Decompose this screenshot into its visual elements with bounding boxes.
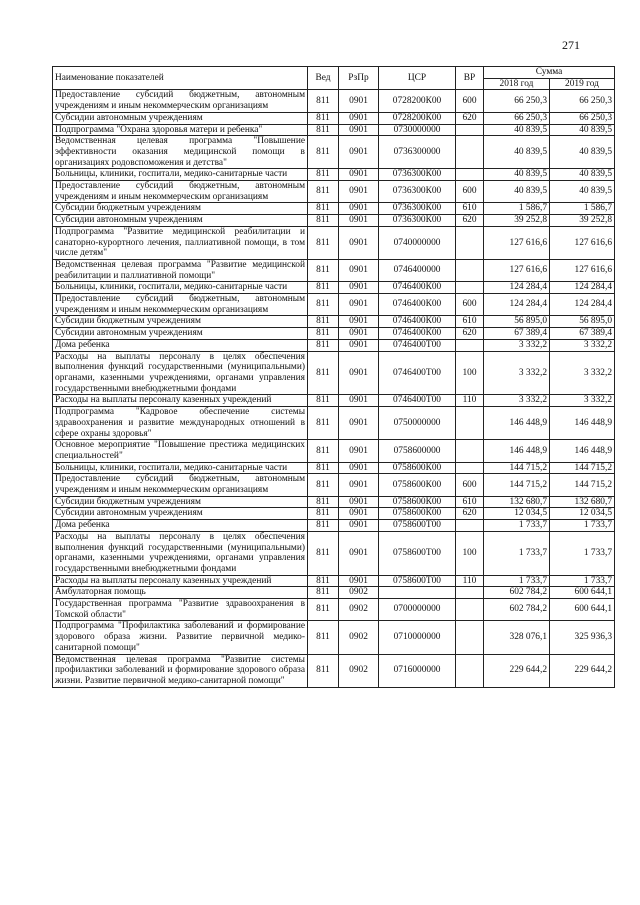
- table-row: [53, 215, 615, 227]
- row-name: Субсидии бюджетным учреждениям: [53, 203, 308, 215]
- row-amount-2019: 146 448,9: [550, 407, 615, 440]
- row-vr: 610: [456, 203, 484, 215]
- row-name: Субсидии автономным учреждениям: [53, 215, 308, 227]
- row-vr: [456, 136, 484, 169]
- row-amount-2019: 124 284,4: [550, 294, 615, 316]
- row-vr: [456, 520, 484, 532]
- table-row: [53, 520, 615, 532]
- row-rzpr: 0901: [339, 90, 379, 112]
- header-name: Наименование показателей: [53, 67, 308, 90]
- row-csr: 0750000000: [379, 407, 456, 440]
- row-csr: 0758600К00: [379, 496, 456, 508]
- row-amount-2019: 40 839,5: [550, 124, 615, 136]
- row-amount-2018: 602 784,2: [484, 599, 550, 621]
- row-vr: 600: [456, 294, 484, 316]
- row-rzpr: 0901: [339, 203, 379, 215]
- row-rzpr: 0901: [339, 508, 379, 520]
- row-amount-2019: 325 936,3: [550, 621, 615, 654]
- table-row: [53, 351, 615, 395]
- row-amount-2019: 39 252,8: [550, 215, 615, 227]
- row-csr: [379, 587, 456, 599]
- row-csr: 0740000000: [379, 226, 456, 259]
- row-csr: 0736300000: [379, 136, 456, 169]
- header-csr: ЦСР: [379, 67, 456, 90]
- row-vr: 600: [456, 181, 484, 203]
- table-row: [53, 124, 615, 136]
- row-ved: 811: [308, 575, 339, 587]
- row-csr: 0716000000: [379, 654, 456, 687]
- row-rzpr: 0901: [339, 215, 379, 227]
- row-amount-2019: 146 448,9: [550, 440, 615, 462]
- row-name: Подпрограмма "Кадровое обеспечение системы здравоохранения и развитие международных отношений в сфере охраны здоровья": [53, 407, 308, 440]
- row-name: Ведомственная целевая программа "Повышение эффективности оказания медицинской помощи в организациях родовспоможения и детства": [53, 136, 308, 169]
- row-vr: [456, 124, 484, 136]
- row-amount-2018: 1 733,7: [484, 520, 550, 532]
- row-amount-2019: 127 616,6: [550, 259, 615, 281]
- row-csr: 0758600К00: [379, 462, 456, 474]
- row-name: Государственная программа "Развитие здравоохранения в Томской области": [53, 599, 308, 621]
- row-csr: 0758600Т00: [379, 575, 456, 587]
- row-vr: [456, 339, 484, 351]
- row-amount-2018: 132 680,7: [484, 496, 550, 508]
- row-csr: 0758600Т00: [379, 531, 456, 575]
- row-csr: 0746400К00: [379, 316, 456, 328]
- row-ved: 811: [308, 587, 339, 599]
- row-name: Субсидии бюджетным учреждениям: [53, 316, 308, 328]
- row-amount-2018: 1 733,7: [484, 575, 550, 587]
- row-csr: 0758600000: [379, 440, 456, 462]
- row-vr: 100: [456, 531, 484, 575]
- row-rzpr: 0901: [339, 328, 379, 340]
- row-ved: 811: [308, 226, 339, 259]
- row-amount-2018: 39 252,8: [484, 215, 550, 227]
- row-rzpr: 0902: [339, 587, 379, 599]
- row-vr: [456, 226, 484, 259]
- row-name: Предоставление субсидий бюджетным, автономным учреждениям и иным некоммерческим организациям: [53, 294, 308, 316]
- row-ved: 811: [308, 328, 339, 340]
- row-amount-2019: 66 250,3: [550, 90, 615, 112]
- row-rzpr: 0902: [339, 599, 379, 621]
- row-csr: 0746400К00: [379, 294, 456, 316]
- row-csr: 0728200К00: [379, 112, 456, 124]
- row-name: Подпрограмма "Охрана здоровья матери и ребенка": [53, 124, 308, 136]
- row-rzpr: 0901: [339, 520, 379, 532]
- row-csr: 0746400К00: [379, 328, 456, 340]
- header-2018: 2018 год: [484, 78, 550, 90]
- row-ved: 811: [308, 259, 339, 281]
- row-ved: 811: [308, 294, 339, 316]
- row-name: Больницы, клиники, госпитали, медико-санитарные части: [53, 169, 308, 181]
- row-amount-2018: 144 715,2: [484, 474, 550, 496]
- row-name: Подпрограмма "Профилактика заболеваний и формирование здорового образа жизни. Развитие первичной медико-санитарной помощи": [53, 621, 308, 654]
- table-row: [53, 654, 615, 687]
- row-vr: [456, 599, 484, 621]
- row-ved: 811: [308, 440, 339, 462]
- row-csr: 0758600К00: [379, 474, 456, 496]
- header-ved: Вед: [308, 67, 339, 90]
- row-rzpr: 0901: [339, 531, 379, 575]
- row-amount-2019: 144 715,2: [550, 474, 615, 496]
- row-name: Расходы на выплаты персоналу казенных учреждений: [53, 395, 308, 407]
- row-rzpr: 0901: [339, 226, 379, 259]
- row-name: Субсидии автономным учреждениям: [53, 508, 308, 520]
- row-vr: [456, 440, 484, 462]
- row-amount-2018: 40 839,5: [484, 124, 550, 136]
- row-vr: [456, 169, 484, 181]
- row-vr: 620: [456, 508, 484, 520]
- row-rzpr: 0901: [339, 474, 379, 496]
- table-row: [53, 136, 615, 169]
- row-rzpr: 0901: [339, 259, 379, 281]
- row-ved: 811: [308, 520, 339, 532]
- row-ved: 811: [308, 316, 339, 328]
- row-amount-2018: 56 895,0: [484, 316, 550, 328]
- row-amount-2018: 40 839,5: [484, 136, 550, 169]
- row-ved: 811: [308, 407, 339, 440]
- row-vr: 600: [456, 90, 484, 112]
- row-ved: 811: [308, 621, 339, 654]
- row-vr: [456, 654, 484, 687]
- table-row: [53, 328, 615, 340]
- row-amount-2018: 146 448,9: [484, 407, 550, 440]
- row-vr: 110: [456, 395, 484, 407]
- row-ved: 811: [308, 496, 339, 508]
- row-amount-2019: 40 839,5: [550, 181, 615, 203]
- row-amount-2019: 600 644,1: [550, 587, 615, 599]
- table-row: [53, 181, 615, 203]
- row-amount-2018: 67 389,4: [484, 328, 550, 340]
- row-rzpr: 0901: [339, 395, 379, 407]
- row-name: Дома ребенка: [53, 339, 308, 351]
- row-vr: 600: [456, 474, 484, 496]
- row-csr: 0730000000: [379, 124, 456, 136]
- row-name: Подпрограмма "Развитие медицинской реабилитации и санаторно-курортного лечения, паллиативной помощи, в том числе детям": [53, 226, 308, 259]
- row-rzpr: 0901: [339, 316, 379, 328]
- table-row: [53, 621, 615, 654]
- row-amount-2019: 600 644,1: [550, 599, 615, 621]
- row-rzpr: 0901: [339, 124, 379, 136]
- row-amount-2018: 144 715,2: [484, 462, 550, 474]
- table-row: [53, 259, 615, 281]
- row-vr: 100: [456, 351, 484, 395]
- row-amount-2019: 1 733,7: [550, 531, 615, 575]
- table-row: [53, 599, 615, 621]
- table-row: [53, 496, 615, 508]
- row-vr: [456, 407, 484, 440]
- page-number: 271: [562, 38, 580, 52]
- row-csr: 0736300К00: [379, 169, 456, 181]
- row-ved: 811: [308, 508, 339, 520]
- row-vr: [456, 259, 484, 281]
- table-row: [53, 462, 615, 474]
- row-ved: 811: [308, 203, 339, 215]
- row-csr: 0758600Т00: [379, 520, 456, 532]
- row-ved: 811: [308, 395, 339, 407]
- row-amount-2019: 127 616,6: [550, 226, 615, 259]
- table-row: [53, 226, 615, 259]
- row-amount-2019: 3 332,2: [550, 395, 615, 407]
- row-amount-2018: 1 733,7: [484, 531, 550, 575]
- row-rzpr: 0901: [339, 440, 379, 462]
- row-amount-2019: 1 586,7: [550, 203, 615, 215]
- row-amount-2019: 3 332,2: [550, 351, 615, 395]
- table-row: [53, 339, 615, 351]
- row-csr: 0746400К00: [379, 282, 456, 294]
- row-vr: [456, 587, 484, 599]
- row-amount-2019: 40 839,5: [550, 169, 615, 181]
- row-amount-2019: 132 680,7: [550, 496, 615, 508]
- row-amount-2018: 124 284,4: [484, 282, 550, 294]
- row-ved: 811: [308, 599, 339, 621]
- row-vr: [456, 462, 484, 474]
- row-amount-2019: 66 250,3: [550, 112, 615, 124]
- row-amount-2019: 12 034,5: [550, 508, 615, 520]
- row-amount-2018: 40 839,5: [484, 169, 550, 181]
- row-name: Предоставление субсидий бюджетным, автономным учреждениям и иным некоммерческим организациям: [53, 90, 308, 112]
- row-rzpr: 0901: [339, 112, 379, 124]
- table-row: [53, 508, 615, 520]
- header-rzpr: РзПр: [339, 67, 379, 90]
- row-rzpr: 0901: [339, 496, 379, 508]
- row-name: Ведомственная целевая программа "Развитие медицинской реабилитации и паллиативной помощи": [53, 259, 308, 281]
- row-rzpr: 0901: [339, 181, 379, 203]
- row-amount-2018: 602 784,2: [484, 587, 550, 599]
- row-amount-2018: 1 586,7: [484, 203, 550, 215]
- row-rzpr: 0901: [339, 351, 379, 395]
- row-name: Расходы на выплаты персоналу в целях обеспечения выполнения функций государственными (муниципальными) органами, казенными учреждениями, органами управления государственными внебюджетными фондами: [53, 531, 308, 575]
- table-row: [53, 90, 615, 112]
- row-amount-2019: 56 895,0: [550, 316, 615, 328]
- row-name: Субсидии автономным учреждениям: [53, 112, 308, 124]
- header-2019: 2019 год: [550, 78, 615, 90]
- row-csr: 0746400Т00: [379, 351, 456, 395]
- table-row: [53, 112, 615, 124]
- row-vr: 620: [456, 215, 484, 227]
- row-amount-2019: 1 733,7: [550, 575, 615, 587]
- table-row: [53, 395, 615, 407]
- row-amount-2018: 127 616,6: [484, 226, 550, 259]
- row-rzpr: 0902: [339, 621, 379, 654]
- row-name: Больницы, клиники, госпитали, медико-санитарные части: [53, 462, 308, 474]
- row-ved: 811: [308, 215, 339, 227]
- row-amount-2019: 1 733,7: [550, 520, 615, 532]
- row-name: Субсидии автономным учреждениям: [53, 328, 308, 340]
- row-name: Расходы на выплаты персоналу в целях обеспечения выполнения функций государственными (муниципальными) органами, казенными учреждениями, органами управления государственными внебюджетными фондами: [53, 351, 308, 395]
- table-row: [53, 203, 615, 215]
- row-csr: 0758600К00: [379, 508, 456, 520]
- row-rzpr: 0901: [339, 294, 379, 316]
- row-vr: 110: [456, 575, 484, 587]
- row-ved: 811: [308, 112, 339, 124]
- row-amount-2018: 328 076,1: [484, 621, 550, 654]
- row-amount-2019: 67 389,4: [550, 328, 615, 340]
- table-row: [53, 282, 615, 294]
- row-rzpr: 0901: [339, 575, 379, 587]
- row-rzpr: 0902: [339, 654, 379, 687]
- row-amount-2019: 3 332,2: [550, 339, 615, 351]
- row-amount-2018: 124 284,4: [484, 294, 550, 316]
- table-row: [53, 587, 615, 599]
- row-name: Расходы на выплаты персоналу казенных учреждений: [53, 575, 308, 587]
- row-amount-2018: 3 332,2: [484, 351, 550, 395]
- header-vr: ВР: [456, 67, 484, 90]
- row-name: Амбулаторная помощь: [53, 587, 308, 599]
- row-rzpr: 0901: [339, 282, 379, 294]
- row-name: Основное мероприятие "Повышение престижа медицинских специальностей": [53, 440, 308, 462]
- row-csr: 0710000000: [379, 621, 456, 654]
- row-ved: 811: [308, 169, 339, 181]
- row-amount-2019: 124 284,4: [550, 282, 615, 294]
- row-name: Предоставление субсидий бюджетным, автономным учреждениям и иным некоммерческим организациям: [53, 474, 308, 496]
- row-ved: 811: [308, 339, 339, 351]
- row-amount-2018: 3 332,2: [484, 339, 550, 351]
- row-ved: 811: [308, 531, 339, 575]
- row-csr: 0728200К00: [379, 90, 456, 112]
- row-amount-2018: 229 644,2: [484, 654, 550, 687]
- table-row: [53, 407, 615, 440]
- row-amount-2018: 127 616,6: [484, 259, 550, 281]
- row-amount-2018: 40 839,5: [484, 181, 550, 203]
- table-row: [53, 531, 615, 575]
- row-rzpr: 0901: [339, 339, 379, 351]
- row-ved: 811: [308, 654, 339, 687]
- row-vr: 610: [456, 316, 484, 328]
- row-name: Дома ребенка: [53, 520, 308, 532]
- row-name: Ведомственная целевая программа "Развитие системы профилактики заболеваний и формирование здорового образа жизни. Развитие первичной медико-санитарной помощи": [53, 654, 308, 687]
- row-csr: 0746400Т00: [379, 339, 456, 351]
- budget-table: [52, 66, 615, 688]
- row-amount-2018: 3 332,2: [484, 395, 550, 407]
- row-ved: 811: [308, 90, 339, 112]
- row-vr: [456, 282, 484, 294]
- row-rzpr: 0901: [339, 169, 379, 181]
- row-csr: 0746400Т00: [379, 395, 456, 407]
- table-row: [53, 440, 615, 462]
- row-ved: 811: [308, 474, 339, 496]
- row-amount-2018: 66 250,3: [484, 90, 550, 112]
- row-ved: 811: [308, 462, 339, 474]
- row-rzpr: 0901: [339, 136, 379, 169]
- row-amount-2019: 144 715,2: [550, 462, 615, 474]
- row-ved: 811: [308, 351, 339, 395]
- row-csr: 0736300К00: [379, 203, 456, 215]
- row-ved: 811: [308, 282, 339, 294]
- table-row: [53, 169, 615, 181]
- row-amount-2019: 40 839,5: [550, 136, 615, 169]
- row-csr: 0700000000: [379, 599, 456, 621]
- row-vr: [456, 621, 484, 654]
- row-amount-2018: 66 250,3: [484, 112, 550, 124]
- table-row: [53, 575, 615, 587]
- table-row: [53, 474, 615, 496]
- row-amount-2019: 229 644,2: [550, 654, 615, 687]
- row-name: Больницы, клиники, госпитали, медико-санитарные части: [53, 282, 308, 294]
- row-name: Субсидии бюджетным учреждениям: [53, 496, 308, 508]
- row-amount-2018: 146 448,9: [484, 440, 550, 462]
- row-csr: 0736300К00: [379, 215, 456, 227]
- row-rzpr: 0901: [339, 407, 379, 440]
- row-ved: 811: [308, 181, 339, 203]
- header-sum: Сумма: [484, 67, 615, 79]
- table-row: [53, 294, 615, 316]
- row-amount-2018: 12 034,5: [484, 508, 550, 520]
- row-csr: 0746400000: [379, 259, 456, 281]
- row-vr: 620: [456, 328, 484, 340]
- row-csr: 0736300К00: [379, 181, 456, 203]
- row-name: Предоставление субсидий бюджетным, автономным учреждениям и иным некоммерческим организациям: [53, 181, 308, 203]
- row-ved: 811: [308, 124, 339, 136]
- row-rzpr: 0901: [339, 462, 379, 474]
- row-vr: 620: [456, 112, 484, 124]
- table-row: [53, 316, 615, 328]
- row-vr: 610: [456, 496, 484, 508]
- row-ved: 811: [308, 136, 339, 169]
